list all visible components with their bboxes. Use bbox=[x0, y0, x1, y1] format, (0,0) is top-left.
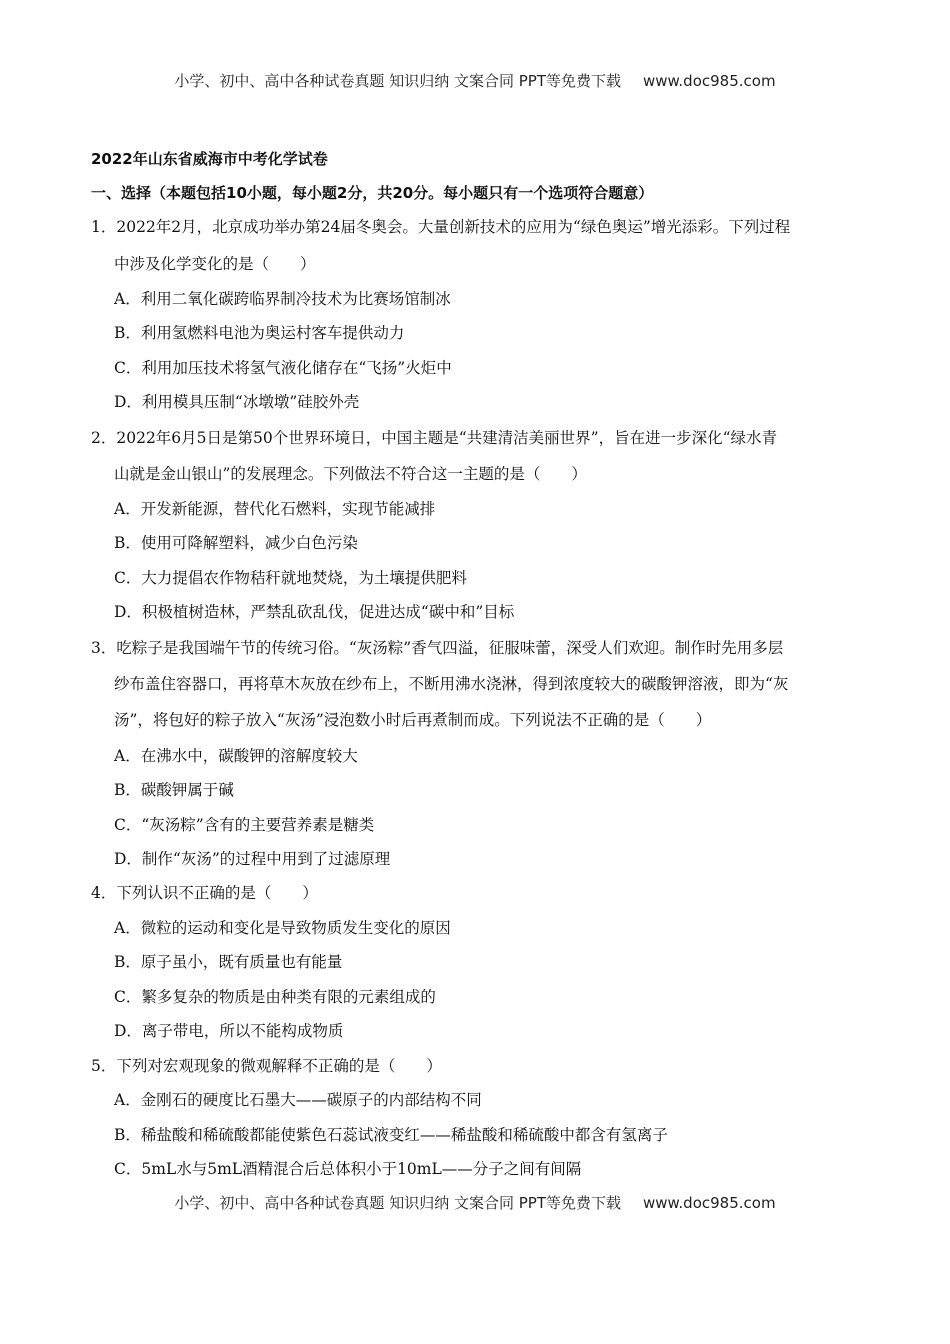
header-url: www.doc985.com bbox=[642, 72, 776, 90]
page-footer bbox=[0, 1192, 950, 1213]
question-1-option-b: B．利用氢燃料电池为奥运村客车提供动力 bbox=[114, 324, 405, 342]
question-2-option-b: B．使用可降解塑料，减少白色污染 bbox=[114, 534, 358, 552]
question-3-line-1: 3．吃粽子是我国端午节的传统习俗。“灰汤粽”香气四溢，征服味蕾，深受人们欢迎。制作时先用多层 bbox=[91, 639, 784, 657]
footer-url: www.doc985.com bbox=[642, 1194, 776, 1212]
question-2-option-c: C．大力提倡农作物秸秆就地焚烧，为土壤提供肥料 bbox=[114, 569, 467, 587]
question-3-line-3: 汤”，将包好的粽子放入“灰汤”浸泡数小时后再煮制而成。下列说法不正确的是（ ） bbox=[114, 711, 712, 729]
question-3-option-c: C．“灰汤粽”含有的主要营养素是糖类 bbox=[114, 816, 375, 834]
question-1-line-2: 中涉及化学变化的是（ ） bbox=[114, 255, 316, 273]
question-4-option-a: A．微粒的运动和变化是导致物质发生变化的原因 bbox=[114, 919, 451, 937]
question-2-option-a: A．开发新能源，替代化石燃料，实现节能减排 bbox=[114, 500, 436, 518]
question-2-line-1: 2．2022年6月5日是第50个世界环境日，中国主题是“共建清洁美丽世界”，旨在进一步深化“绿水青 bbox=[91, 429, 778, 447]
question-4-option-b: B．原子虽小，既有质量也有能量 bbox=[114, 953, 343, 971]
question-5-option-c: C．5mL水与5mL酒精混合后总体积小于10mL——分子之间有间隔 bbox=[114, 1160, 582, 1178]
footer-text: 小学、初中、高中各种试卷真题 知识归纳 文案合同 PPT等免费下载 bbox=[174, 1194, 621, 1212]
question-4-line-1: 4．下列认识不正确的是（ ） bbox=[91, 884, 318, 902]
question-3-line-2: 纱布盖住容器口，再将草木灰放在纱布上，不断用沸水浇淋，得到浓度较大的碳酸钾溶液，即为“灰 bbox=[114, 675, 789, 693]
question-2-line-2: 山就是金山银山”的发展理念。下列做法不符合这一主题的是（ ） bbox=[114, 465, 587, 483]
question-2-option-d: D．积极植树造林，严禁乱砍乱伐，促进达成“碳中和”目标 bbox=[114, 603, 515, 621]
question-5-option-a: A．金刚石的硬度比石墨大——碳原子的内部结构不同 bbox=[114, 1091, 482, 1109]
header-text: 小学、初中、高中各种试卷真题 知识归纳 文案合同 PPT等免费下载 bbox=[174, 72, 621, 90]
section-heading: 一、选择（本题包括10小题，每小题2分，共20分。每小题只有一个选项符合题意） bbox=[91, 184, 654, 202]
question-1-option-c: C．利用加压技术将氢气液化储存在“飞扬”火炬中 bbox=[114, 359, 452, 377]
question-3-option-a: A．在沸水中，碳酸钾的溶解度较大 bbox=[114, 747, 358, 765]
question-5-line-1: 5．下列对宏观现象的微观解释不正确的是（ ） bbox=[91, 1057, 442, 1075]
question-5-option-b: B．稀盐酸和稀硫酸都能使紫色石蕊试液变红——稀盐酸和稀硫酸中都含有氢离子 bbox=[114, 1126, 668, 1144]
question-1-line-1: 1．2022年2月，北京成功举办第24届冬奥会。大量创新技术的应用为“绿色奥运”增光添彩。下列过程 bbox=[91, 218, 791, 236]
page-header bbox=[0, 70, 950, 91]
exam-title: 2022年山东省威海市中考化学试卷 bbox=[91, 150, 328, 168]
question-3-option-b: B．碳酸钾属于碱 bbox=[114, 781, 234, 799]
question-1-option-d: D．利用模具压制“冰墩墩”硅胶外壳 bbox=[114, 393, 360, 411]
question-4-option-c: C．繁多复杂的物质是由种类有限的元素组成的 bbox=[114, 988, 436, 1006]
question-3-option-d: D．制作“灰汤”的过程中用到了过滤原理 bbox=[114, 850, 391, 868]
question-4-option-d: D．离子带电，所以不能构成物质 bbox=[114, 1022, 344, 1040]
question-1-option-a: A．利用二氧化碳跨临界制冷技术为比赛场馆制冰 bbox=[114, 290, 451, 308]
